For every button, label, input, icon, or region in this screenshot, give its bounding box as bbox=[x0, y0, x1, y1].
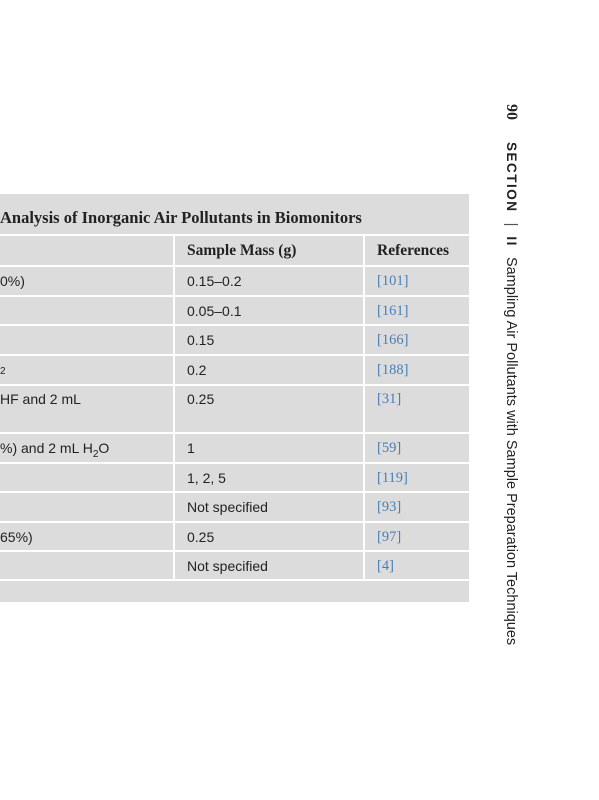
cell-sample-mass: 0.15 bbox=[187, 332, 215, 348]
reference-link[interactable]: [188] bbox=[377, 362, 409, 378]
section-number: II bbox=[504, 236, 519, 247]
rule-row bbox=[0, 550, 469, 552]
rule-table-bottom bbox=[0, 579, 469, 581]
page-number: 90 bbox=[503, 104, 520, 120]
rule-header-top bbox=[0, 234, 469, 236]
reference-link[interactable]: [166] bbox=[377, 332, 409, 348]
rule-row bbox=[0, 432, 469, 434]
cell-sample-mass: 0.15–0.2 bbox=[187, 273, 242, 289]
reference-link[interactable]: [97] bbox=[377, 529, 402, 545]
column-divider bbox=[363, 234, 365, 581]
reference-link[interactable]: [59] bbox=[377, 440, 402, 456]
section-label: SECTION bbox=[504, 142, 519, 213]
reference-link[interactable]: [119] bbox=[377, 470, 408, 486]
rule-row bbox=[0, 324, 469, 326]
reference-link[interactable]: [31] bbox=[377, 391, 402, 407]
cell-first-col: 0%) bbox=[0, 273, 25, 289]
rule-row bbox=[0, 384, 469, 386]
cell-sample-mass: 1 bbox=[187, 440, 195, 456]
reference-link[interactable]: [101] bbox=[377, 273, 409, 289]
section-separator: | bbox=[503, 222, 519, 227]
cell-sample-mass: 0.2 bbox=[187, 362, 207, 378]
cell-sample-mass: 0.05–0.1 bbox=[187, 303, 242, 319]
header-references: References bbox=[377, 242, 450, 259]
section-title: Sampling Air Pollutants with Sample Preparation Techniques bbox=[503, 256, 519, 646]
cell-sample-mass: 0.25 bbox=[187, 391, 215, 407]
reference-link[interactable]: [4] bbox=[377, 558, 394, 574]
rule-row bbox=[0, 295, 469, 297]
rule-row bbox=[0, 491, 469, 493]
table-caption: Analysis of Inorganic Air Pollutants in Biomonitors bbox=[0, 208, 362, 227]
cell-sample-mass: 1, 2, 5 bbox=[187, 470, 226, 486]
rule-row bbox=[0, 521, 469, 523]
cell-first-col: 2 bbox=[0, 366, 6, 377]
rule-row bbox=[0, 462, 469, 464]
cell-sample-mass: Not specified bbox=[187, 558, 268, 574]
cell-first-col: HF and 2 mL bbox=[0, 391, 81, 407]
cell-sample-mass: 0.25 bbox=[187, 529, 215, 545]
header-sample-mass: Sample Mass (g) bbox=[187, 242, 297, 259]
reference-link[interactable]: [93] bbox=[377, 499, 402, 515]
cell-first-col: %) and 2 mL $H_2O$ bbox=[0, 440, 110, 460]
cell-first-col: 65%) bbox=[0, 529, 33, 545]
running-head bbox=[502, 104, 520, 645]
rule-row bbox=[0, 354, 469, 356]
cell-sample-mass: Not specified bbox=[187, 499, 268, 515]
reference-link[interactable]: [161] bbox=[377, 303, 409, 319]
rule-header-bottom bbox=[0, 265, 469, 267]
column-divider bbox=[173, 234, 175, 581]
